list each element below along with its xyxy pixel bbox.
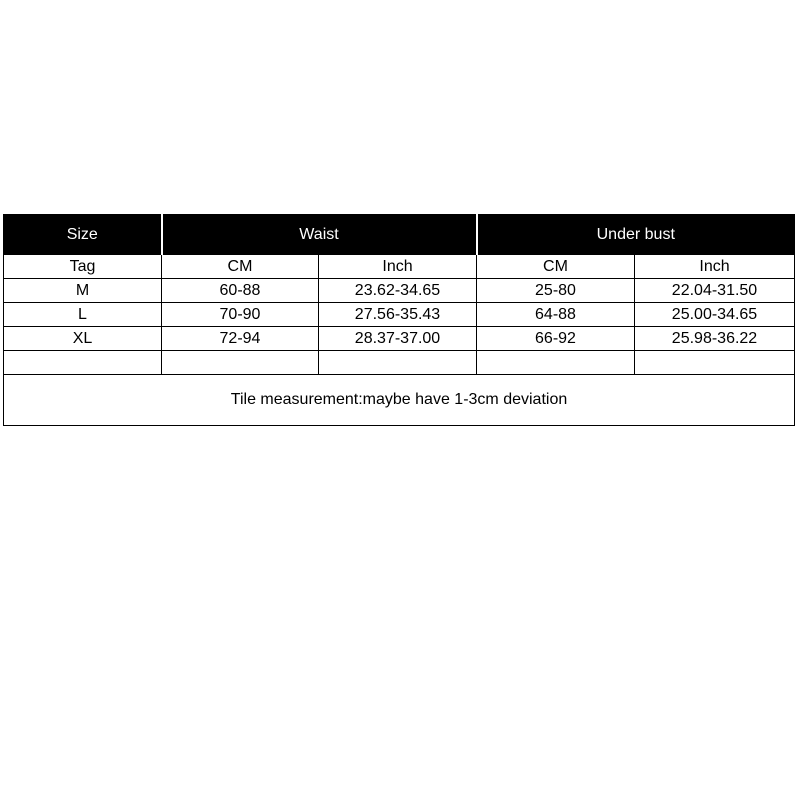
header-under-bust: Under bust [477,215,795,255]
blank-cell [477,351,635,375]
subheader-cell: CM [162,255,319,279]
table-cell: 23.62-34.65 [319,279,477,303]
measurement-note: Tile measurement:maybe have 1-3cm deviation [4,375,795,426]
table-cell: 64-88 [477,303,635,327]
header-row [4,215,795,255]
table-cell: 66-92 [477,327,635,351]
table-cell: M [4,279,162,303]
table-cell: 28.37-37.00 [319,327,477,351]
table-cell: 70-90 [162,303,319,327]
table-row [4,327,795,351]
table-cell: 25.98-36.22 [635,327,795,351]
table-cell: 25-80 [477,279,635,303]
table-cell: 27.56-35.43 [319,303,477,327]
table-row [4,279,795,303]
subheader-cell: CM [477,255,635,279]
blank-cell [635,351,795,375]
header-waist: Waist [162,215,477,255]
subheader-cell: Inch [635,255,795,279]
blank-cell [4,351,162,375]
table-cell: 72-94 [162,327,319,351]
note-row [4,375,795,426]
table-row [4,303,795,327]
blank-cell [319,351,477,375]
blank-row [4,351,795,375]
table-cell: 25.00-34.65 [635,303,795,327]
blank-cell [162,351,319,375]
table-cell: XL [4,327,162,351]
table-cell: L [4,303,162,327]
subheader-cell: Tag [4,255,162,279]
table-cell: 22.04-31.50 [635,279,795,303]
size-chart-table [3,214,795,426]
subheader-row [4,255,795,279]
header-size: Size [4,215,162,255]
subheader-cell: Inch [319,255,477,279]
table-cell: 60-88 [162,279,319,303]
